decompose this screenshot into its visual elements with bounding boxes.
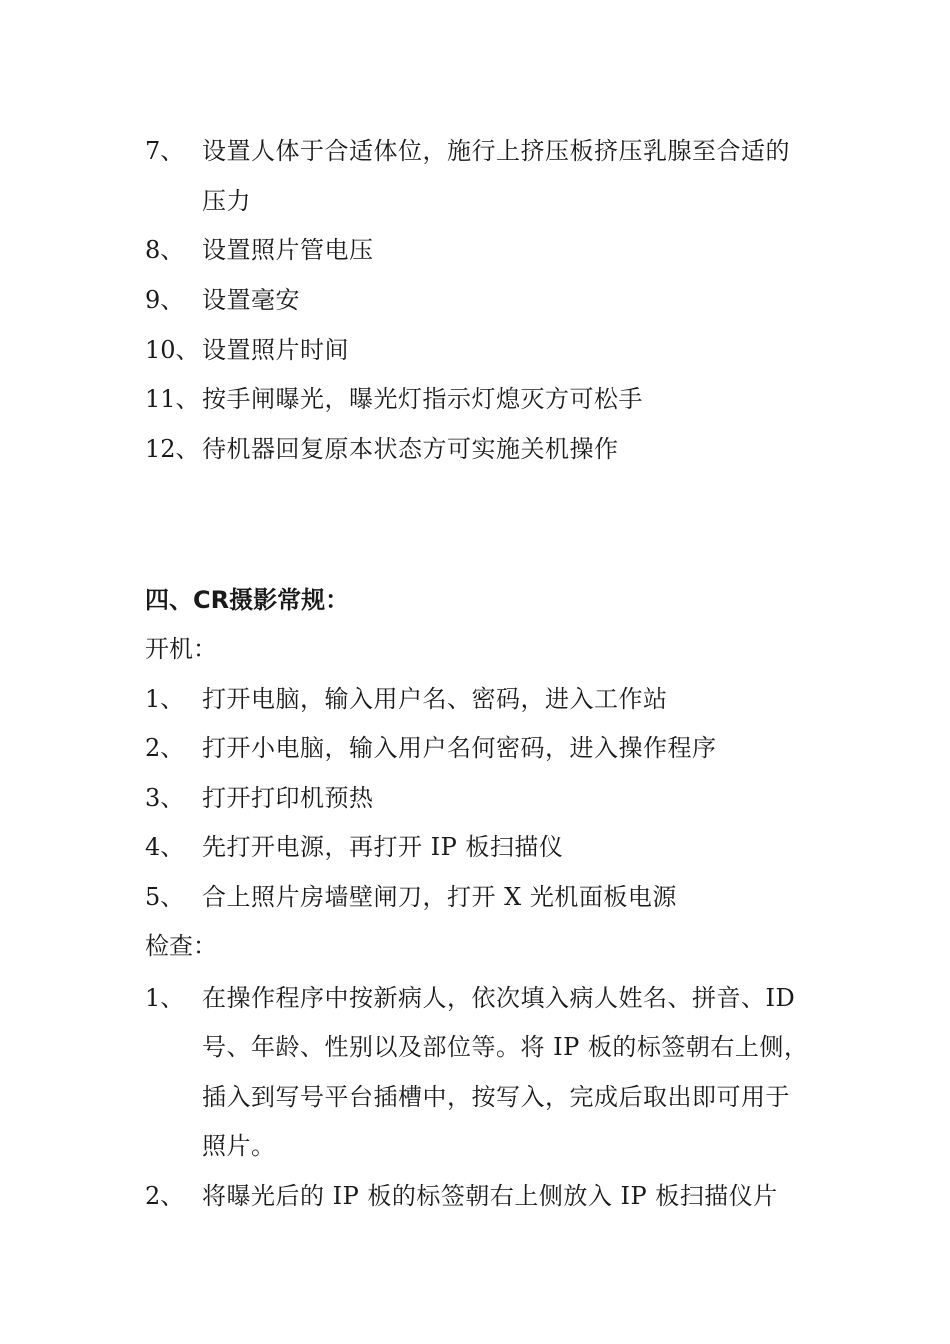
section-heading: 四、CR摄影常规： bbox=[145, 586, 350, 614]
list-item-text: 打开电脑，输入用户名、密码，进入工作站 bbox=[202, 685, 668, 713]
subsection-label-exam: 检查： bbox=[145, 932, 217, 960]
list-number: 12、 bbox=[145, 435, 200, 463]
subsection-label-startup: 开机： bbox=[145, 635, 217, 663]
list-item-text: 待机器回复原本状态方可实施关机操作 bbox=[202, 435, 619, 463]
list-number: 2、 bbox=[145, 734, 185, 762]
list-number: 11、 bbox=[145, 385, 200, 413]
list-item-text: 打开小电脑，输入用户名何密码，进入操作程序 bbox=[202, 734, 717, 762]
list-number: 8、 bbox=[145, 236, 185, 264]
list-item-text: 设置照片时间 bbox=[202, 336, 349, 364]
list-number: 7、 bbox=[145, 137, 185, 165]
list-item-text: 合上照片房墙壁闸刀，打开 X 光机面板电源 bbox=[202, 883, 677, 911]
list-item-text: 照片。 bbox=[202, 1132, 276, 1160]
list-number: 2、 bbox=[145, 1182, 185, 1210]
list-item-text: 压力 bbox=[202, 187, 251, 215]
list-number: 5、 bbox=[145, 883, 185, 911]
list-item-text: 设置照片管电压 bbox=[202, 236, 374, 264]
list-item-text: 在操作程序中按新病人，依次填入病人姓名、拼音、ID bbox=[202, 984, 796, 1012]
list-item-text: 将曝光后的 IP 板的标签朝右上侧放入 IP 板扫描仪片 bbox=[202, 1182, 778, 1210]
list-number: 9、 bbox=[145, 286, 185, 314]
list-item-text: 设置人体于合适体位，施行上挤压板挤压乳腺至合适的 bbox=[202, 137, 790, 165]
list-number: 1、 bbox=[145, 685, 185, 713]
list-item-text: 打开打印机预热 bbox=[202, 784, 374, 812]
list-number: 1、 bbox=[145, 984, 185, 1012]
list-item-text: 号、年龄、性别以及部位等。将 IP 板的标签朝右上侧， bbox=[202, 1033, 809, 1061]
list-number: 10、 bbox=[145, 336, 200, 364]
list-item-text: 插入到写号平台插槽中，按写入，完成后取出即可用于 bbox=[202, 1083, 790, 1111]
list-item-text: 按手闸曝光，曝光灯指示灯熄灭方可松手 bbox=[202, 385, 643, 413]
list-number: 3、 bbox=[145, 784, 185, 812]
list-number: 4、 bbox=[145, 833, 185, 861]
list-item-text: 先打开电源，再打开 IP 板扫描仪 bbox=[202, 833, 564, 861]
list-item-text: 设置毫安 bbox=[202, 286, 300, 314]
